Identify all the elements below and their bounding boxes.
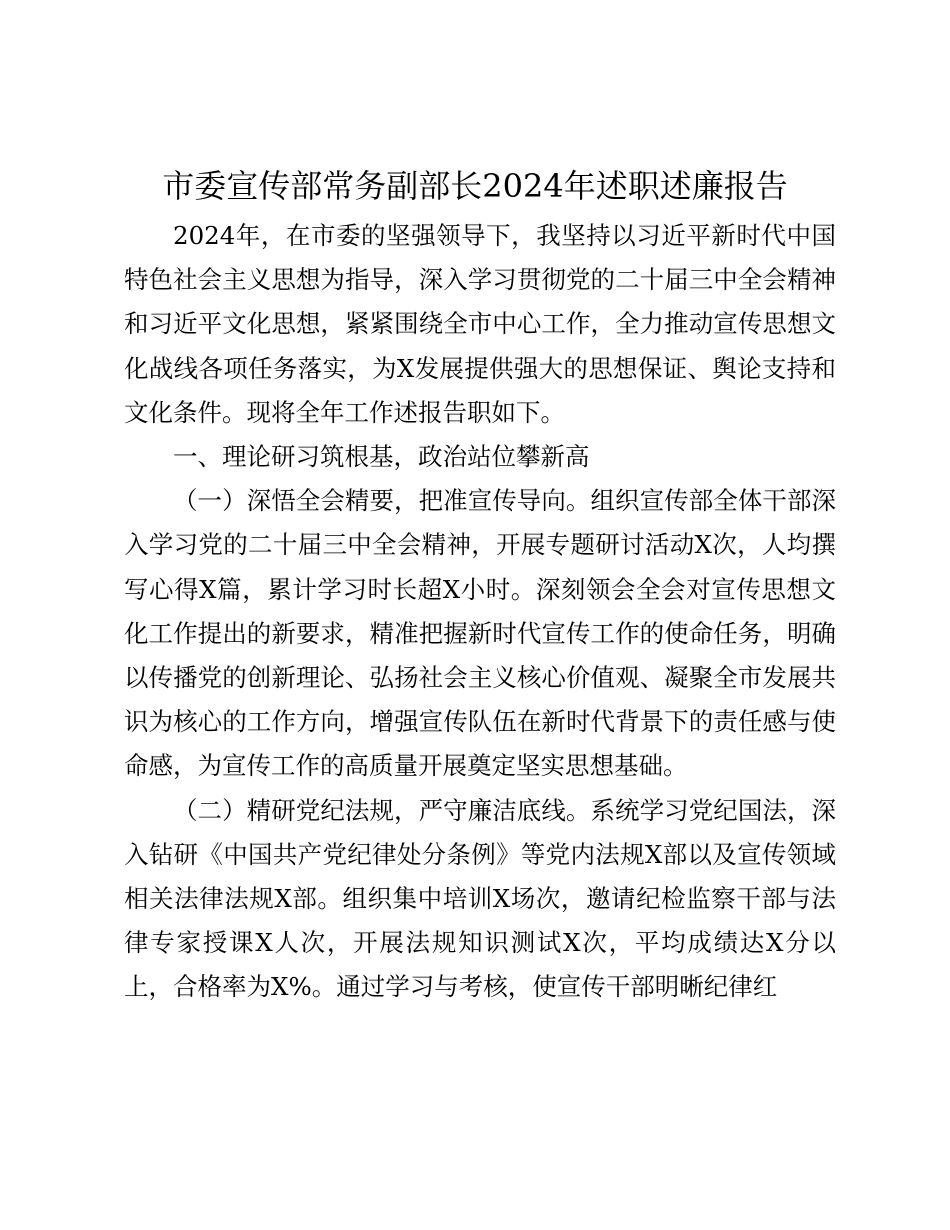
document-body xyxy=(124,214,836,1010)
paragraph-1-1: （一）深悟全会精要，把准宣传导向。组织宣传部全体干部深入学习党的二十届三中全会精神，开展专题研讨活动X次，人均撰写心得X篇，累计学习时长超X小时。深刻领会全会对宣传思想文化工作提出的新要求，精准把握新时代宣传工作的使命任务，明确以传播党的创新理论、弘扬社会主义核心价值观、凝聚全市发展共识为核心的工作方向，增强宣传队伍在新时代背景下的责任感与使命感，为宣传工作的高质量开展奠定坚实思想基础。 xyxy=(124,486,836,781)
paragraph-intro: 2024年，在市委的坚强领导下，我坚持以习近平新时代中国特色社会主义思想为指导，深入学习贯彻党的二十届三中全会精神和习近平文化思想，紧紧围绕全市中心工作，全力推动宣传思想文化战线各项任务落实，为X发展提供强大的思想保证、舆论支持和文化条件。现将全年工作述报告职如下。 xyxy=(124,221,836,427)
paragraph-1-2: （二）精研党纪法规，严守廉洁底线。系统学习党纪国法，深入钻研《中国共产党纪律处分条例》等党内法规X部以及宣传领域相关法律法规X部。组织集中培训X场次，邀请纪检监察干部与法律专家授课X人次，开展法规知识测试X次，平均成绩达X分以上，合格率为X%。通过学习与考核，使宣传干部明晰纪律红 xyxy=(124,795,836,1002)
section-heading-1: 一、理论研习筑根基，政治站位攀新高 xyxy=(173,442,590,472)
document-title: 市委宣传部常务副部长2024年述职述廉报告 xyxy=(162,167,788,205)
